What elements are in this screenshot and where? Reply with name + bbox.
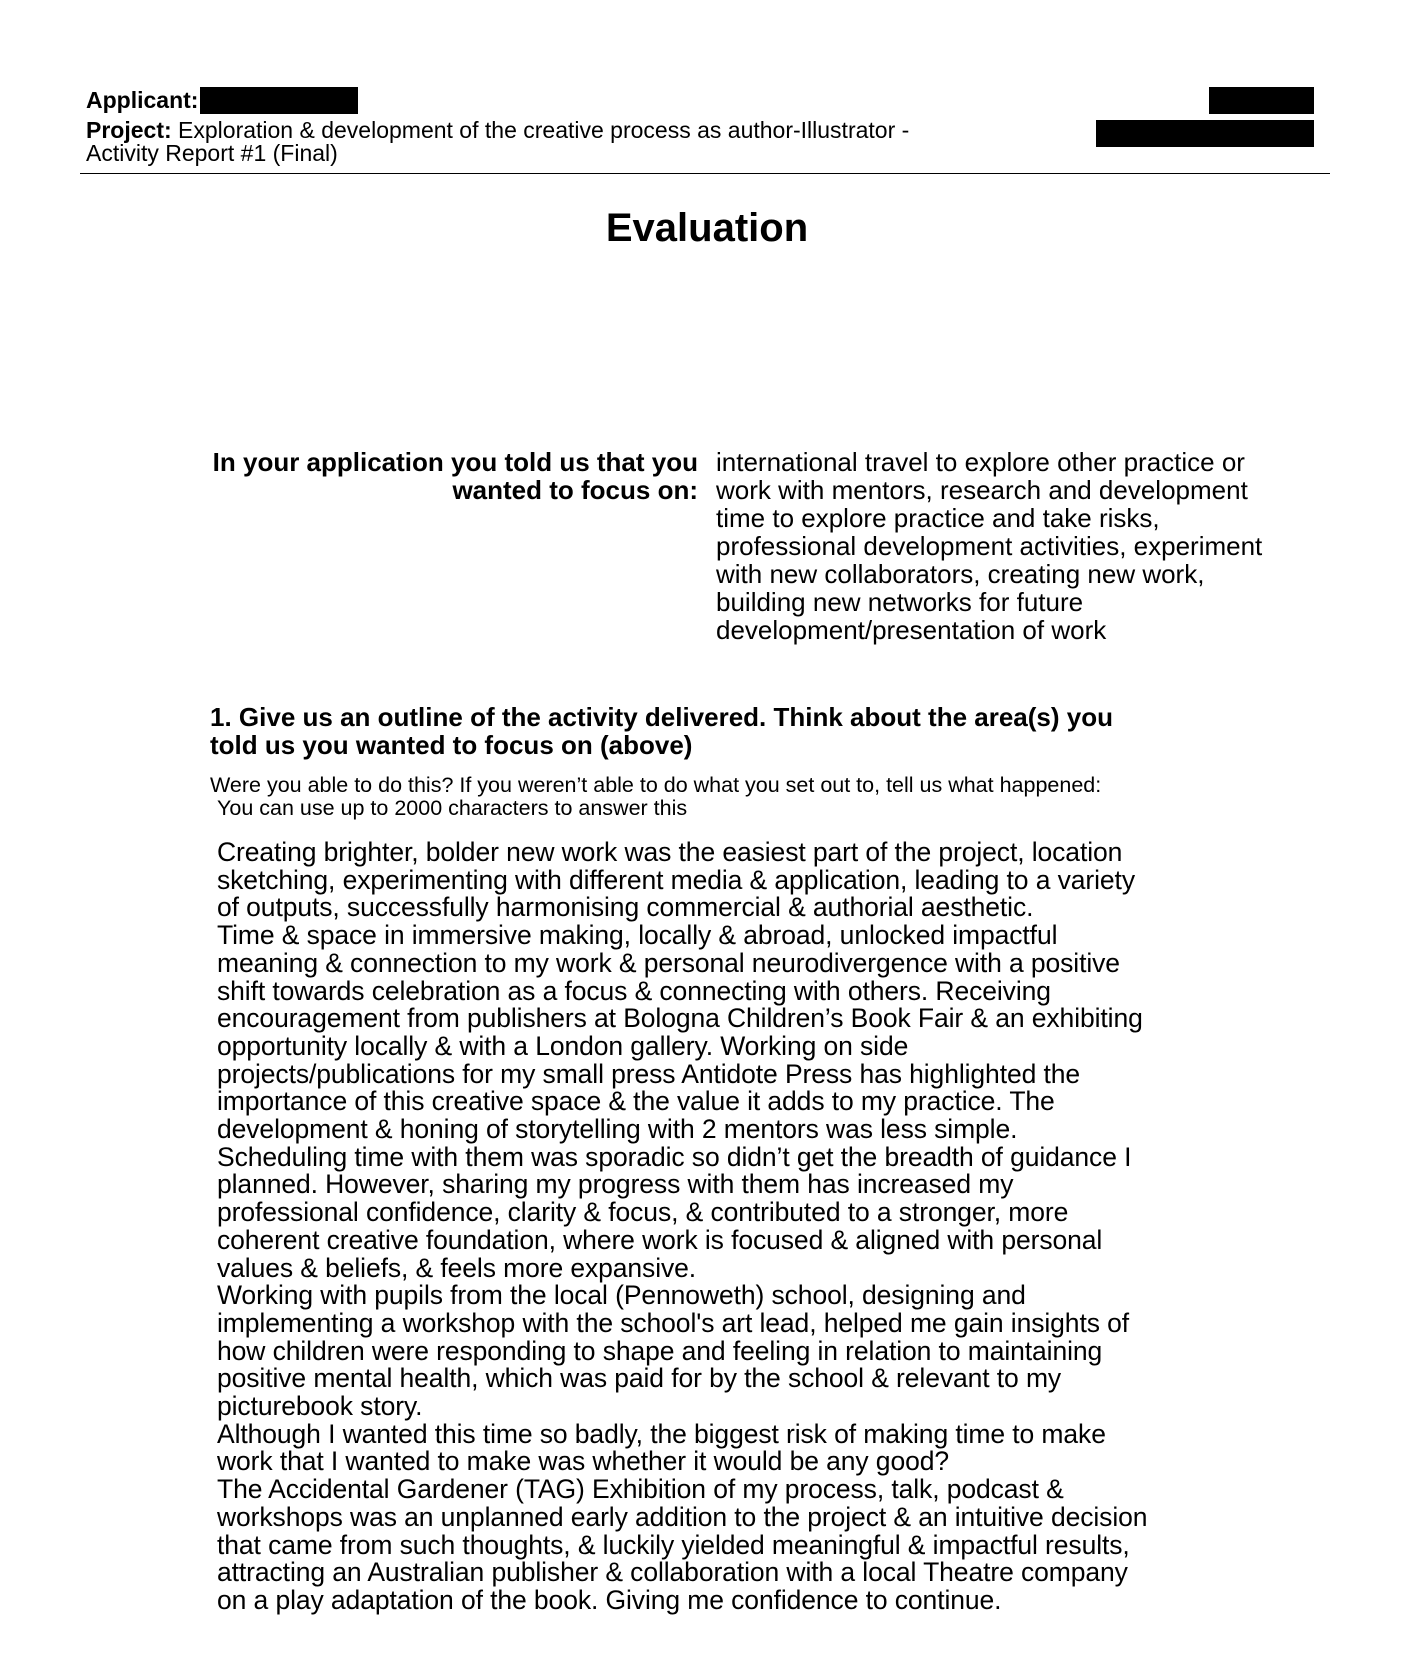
focus-value-line: building new networks for future	[716, 587, 1084, 617]
answer-line: opportunity locally & with a London gallery. Working on side	[217, 1030, 909, 1061]
answer-line: shift towards celebration as a focus & connecting with others. Receiving	[217, 975, 1051, 1006]
answer-line: that came from such thoughts, & luckily yielded meaningful & impactful results,	[217, 1529, 1130, 1560]
answer-line: Time & space in immersive making, locally & abroad, unlocked impactful	[217, 920, 1058, 951]
applicant-field	[86, 86, 198, 114]
answer-line: sketching, experimenting with different media & application, leading to a variety	[217, 864, 1135, 895]
project-text: Exploration & development of the creative process as author-Illustrator -	[178, 117, 910, 143]
answer-line: coherent creative foundation, where work is focused & aligned with personal	[217, 1224, 1103, 1255]
answer-line: Creating brighter, bolder new work was the easiest part of the project, location	[217, 837, 1123, 867]
answer-line: projects/publications for my small press Antidote Press has highlighted the	[217, 1058, 1081, 1089]
answer-line: development & honing of storytelling with 2 mentors was less simple.	[217, 1114, 1018, 1145]
focus-value-line: work with mentors, research and development	[716, 475, 1248, 505]
focus-value-line: with new collaborators, creating new work,	[716, 559, 1205, 589]
focus-value-line: development/presentation of work	[716, 615, 1107, 645]
answer-line: importance of this creative space & the value it adds to my practice. The	[217, 1086, 1055, 1117]
answer-line: meaning & connection to my work & personal neurodivergence with a positive	[217, 947, 1120, 978]
redacted-header-box-bottom	[1096, 120, 1314, 147]
answer-line: positive mental health, which was paid for by the school & relevant to my	[217, 1363, 1062, 1394]
answer-line: on a play adaptation of the book. Giving me confidence to continue.	[217, 1584, 1002, 1615]
answer-line: picturebook story.	[217, 1391, 423, 1422]
answer-line: planned. However, sharing my progress with them has increased my	[217, 1169, 1014, 1200]
focus-value-line: professional development activities, experiment	[716, 531, 1263, 561]
redacted-applicant-name	[200, 87, 358, 114]
answer-line: implementing a workshop with the school's art lead, helped me gain insights of	[217, 1307, 1130, 1338]
answer-line: of outputs, successfully harmonising commercial & authorial aesthetic.	[217, 892, 1034, 923]
question-1-title	[210, 703, 1210, 759]
question-1-hint: You can use up to 2000 characters to answer this	[217, 796, 688, 820]
question-title-line: 1. Give us an outline of the activity delivered. Think about the area(s) you	[210, 702, 1113, 732]
project-label: Project:	[86, 117, 172, 143]
focus-label-line: wanted to focus on:	[452, 475, 698, 505]
answer-line: Working with pupils from the local (Pennoweth) school, designing and	[217, 1280, 1026, 1311]
focus-label-line: In your application you told us that you	[212, 447, 698, 477]
answer-line: encouragement from publishers at Bologna Children’s Book Fair & an exhibiting	[217, 1003, 1143, 1034]
focus-label	[150, 448, 698, 504]
question-1-prompt: Were you able to do this? If you weren’t able to do what you set out to, tell us what happened:	[210, 773, 1102, 797]
answer-line: workshops was an unplanned early addition to the project & an intuitive decision	[217, 1501, 1148, 1532]
answer-line: Scheduling time with them was sporadic so didn’t get the breadth of guidance I	[217, 1141, 1132, 1172]
question-title-line: told us you wanted to focus on (above)	[210, 730, 693, 760]
answer-line: Although I wanted this time so badly, the biggest risk of making time to make	[217, 1418, 1106, 1449]
redacted-header-box-top	[1209, 87, 1314, 114]
applicant-label: Applicant:	[86, 87, 199, 113]
question-1-answer	[217, 839, 1217, 1615]
focus-value-line: international travel to explore other practice or	[716, 447, 1245, 477]
project-field	[86, 119, 986, 165]
answer-line: values & beliefs, & feels more expansive.	[217, 1252, 697, 1283]
project-line	[86, 119, 986, 142]
answer-line: attracting an Australian publisher & collaboration with a local Theatre company	[217, 1557, 1128, 1588]
focus-value-line: time to explore practice and take risks,	[716, 503, 1160, 533]
page-title: Evaluation	[605, 206, 809, 250]
header-divider	[80, 173, 1330, 174]
answer-line: work that I wanted to make was whether it would be any good?	[217, 1446, 950, 1477]
answer-line: how children were responding to shape and feeling in relation to maintaining	[217, 1335, 1103, 1366]
answer-line: professional confidence, clarity & focus, & contributed to a stronger, more	[217, 1197, 1069, 1228]
focus-value	[716, 448, 1316, 644]
answer-line: The Accidental Gardener (TAG) Exhibition of my process, talk, podcast &	[217, 1474, 1064, 1505]
report-text: Activity Report #1 (Final)	[86, 140, 338, 166]
